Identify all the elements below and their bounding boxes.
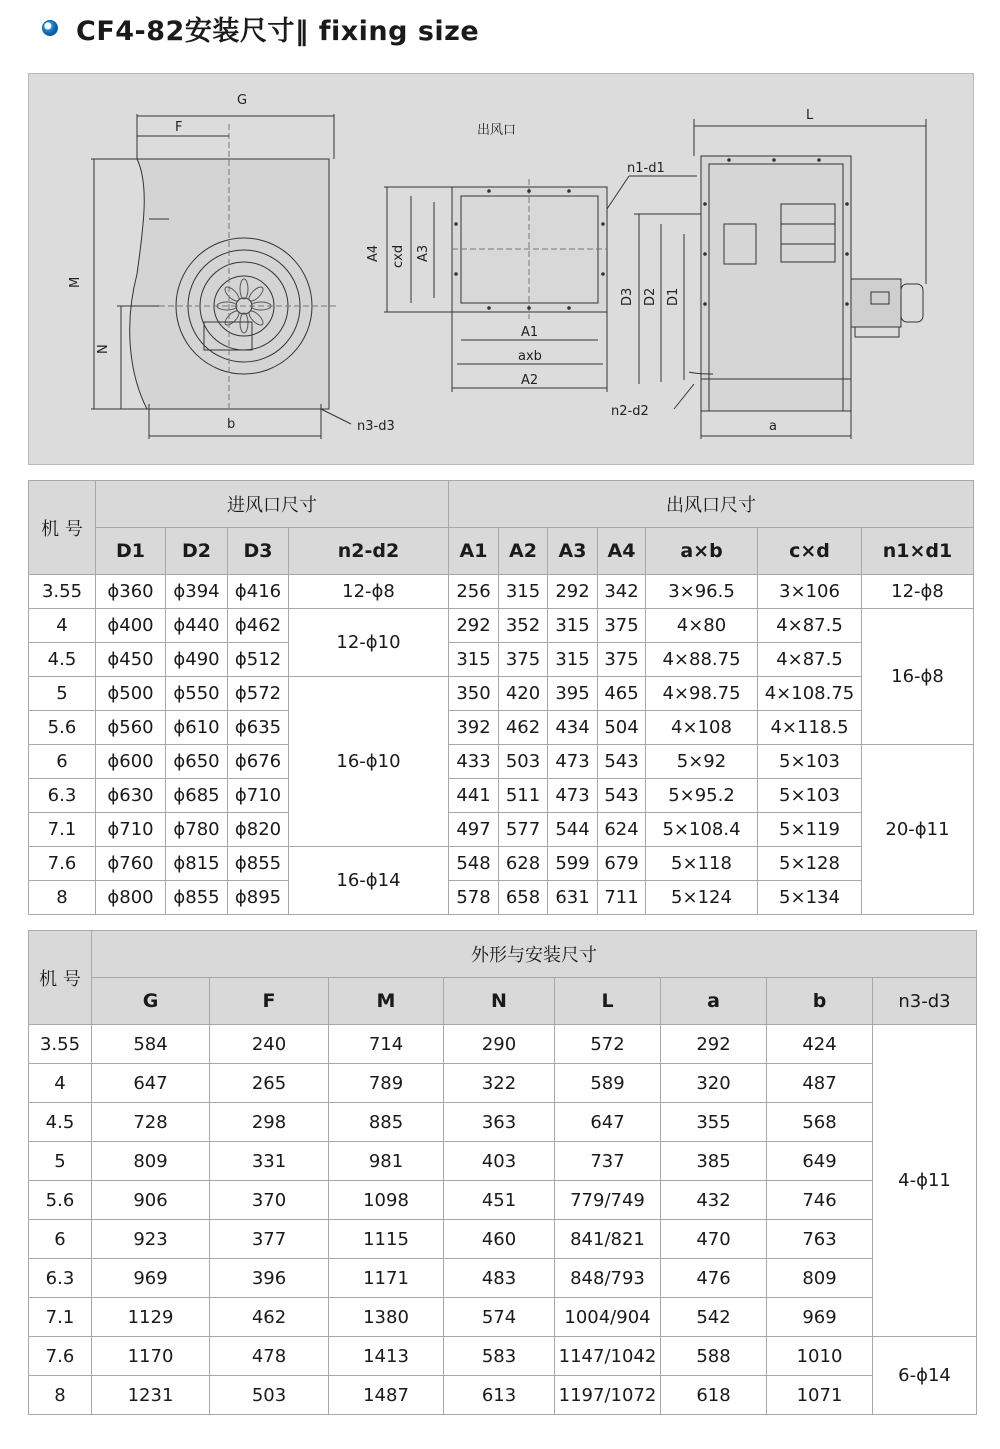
table-cell: 315 — [499, 575, 548, 609]
table-cell: 4×108.75 — [758, 677, 862, 711]
table-cell: ϕ610 — [166, 711, 228, 745]
table-cell: 1071 — [767, 1376, 873, 1415]
table-cell: 487 — [767, 1064, 873, 1103]
inlet-outlet-dimension-table — [28, 480, 974, 915]
page-title — [42, 8, 479, 48]
label-n3-d3: n3-d3 — [357, 419, 395, 434]
table-cell: 503 — [499, 745, 548, 779]
table-row — [29, 711, 974, 745]
table-cell: 578 — [449, 881, 499, 915]
table-cell: ϕ815 — [166, 847, 228, 881]
col-A3: A3 — [548, 528, 598, 575]
table-cell: ϕ462 — [228, 609, 289, 643]
table-cell: 432 — [661, 1181, 767, 1220]
table-cell: 548 — [449, 847, 499, 881]
table-cell: 352 — [499, 609, 548, 643]
label-D3: D3 — [620, 287, 635, 306]
table-cell: 240 — [210, 1025, 329, 1064]
table-cell: 350 — [449, 677, 499, 711]
table-cell: 543 — [598, 745, 646, 779]
table-cell: 451 — [444, 1181, 555, 1220]
table-cell: ϕ650 — [166, 745, 228, 779]
n2-d2-cell: 12-ϕ10 — [289, 609, 449, 677]
table-cell: 679 — [598, 847, 646, 881]
table-cell: 396 — [210, 1259, 329, 1298]
table-cell: 375 — [598, 643, 646, 677]
label-n2-d2: n2-d2 — [611, 404, 649, 419]
table-cell: ϕ572 — [228, 677, 289, 711]
table-cell: 969 — [767, 1298, 873, 1337]
table-cell: 256 — [449, 575, 499, 609]
machine-number-header: 机 号 — [29, 931, 92, 1025]
table-cell: ϕ800 — [96, 881, 166, 915]
table-cell: 4×80 — [646, 609, 758, 643]
table-cell: 1413 — [329, 1337, 444, 1376]
label-D2: D2 — [643, 287, 658, 306]
table-row — [29, 847, 974, 881]
table-cell: 568 — [767, 1103, 873, 1142]
table-cell: 3.55 — [29, 1025, 92, 1064]
table-cell: 385 — [661, 1142, 767, 1181]
table-cell: 809 — [767, 1259, 873, 1298]
machine-number-header: 机 号 — [29, 481, 96, 575]
col-b: b — [767, 978, 873, 1025]
table-cell: 649 — [767, 1142, 873, 1181]
table-cell: 544 — [548, 813, 598, 847]
table-cell: 5×108.4 — [646, 813, 758, 847]
table-cell: 613 — [444, 1376, 555, 1415]
table-cell: 5.6 — [29, 711, 96, 745]
table-cell: 789 — [329, 1064, 444, 1103]
table-cell: 5.6 — [29, 1181, 92, 1220]
page-title-text: CF4-82安装尺寸‖ fixing size — [76, 15, 480, 47]
table-cell: 5×128 — [758, 847, 862, 881]
table-cell: ϕ820 — [228, 813, 289, 847]
table-cell: 5×103 — [758, 779, 862, 813]
table-cell: 375 — [499, 643, 548, 677]
table-cell: 434 — [548, 711, 598, 745]
label-A3: A3 — [416, 244, 431, 262]
table-cell: 331 — [210, 1142, 329, 1181]
table-cell: 292 — [449, 609, 499, 643]
table-cell: 503 — [210, 1376, 329, 1415]
table-cell: 315 — [548, 643, 598, 677]
label-G: G — [237, 93, 248, 108]
table-cell: 5×103 — [758, 745, 862, 779]
table-cell: 7.6 — [29, 1337, 92, 1376]
table-cell: 504 — [598, 711, 646, 745]
table-cell: 711 — [598, 881, 646, 915]
table-cell: 298 — [210, 1103, 329, 1142]
table-cell: 462 — [499, 711, 548, 745]
table-cell: 1197/1072 — [555, 1376, 661, 1415]
table-row — [29, 779, 974, 813]
table-cell: 8 — [29, 1376, 92, 1415]
table-cell: 497 — [449, 813, 499, 847]
table-cell: 6.3 — [29, 779, 96, 813]
col-n2-d2: n2-d2 — [289, 528, 449, 575]
table-cell: 420 — [499, 677, 548, 711]
table-cell: ϕ490 — [166, 643, 228, 677]
table-cell: 355 — [661, 1103, 767, 1142]
n1-d1-cell: 16-ϕ8 — [862, 609, 974, 745]
table-cell: 473 — [548, 745, 598, 779]
table-cell: 424 — [767, 1025, 873, 1064]
table-cell: 483 — [444, 1259, 555, 1298]
col-F: F — [210, 978, 329, 1025]
table-cell: 392 — [449, 711, 499, 745]
label-b: b — [227, 417, 236, 432]
col-a: a — [661, 978, 767, 1025]
table-cell: 375 — [598, 609, 646, 643]
table-cell: 441 — [449, 779, 499, 813]
table-cell: 4×87.5 — [758, 609, 862, 643]
col-D3: D3 — [228, 528, 289, 575]
table-row — [29, 677, 974, 711]
table-row — [29, 813, 974, 847]
table-cell: 737 — [555, 1142, 661, 1181]
table-cell: 403 — [444, 1142, 555, 1181]
table-cell: 848/793 — [555, 1259, 661, 1298]
table-cell: 4×87.5 — [758, 643, 862, 677]
table-cell: 460 — [444, 1220, 555, 1259]
table-row — [29, 745, 974, 779]
table-cell: ϕ855 — [228, 847, 289, 881]
table-cell: ϕ630 — [96, 779, 166, 813]
table-cell: 618 — [661, 1376, 767, 1415]
table-row — [29, 1220, 977, 1259]
table-cell: 3×106 — [758, 575, 862, 609]
table-cell: 809 — [92, 1142, 210, 1181]
label-A4: A4 — [366, 244, 381, 262]
table-cell: 1380 — [329, 1298, 444, 1337]
table-cell: 588 — [661, 1337, 767, 1376]
table-cell: ϕ416 — [228, 575, 289, 609]
table-cell: 5 — [29, 677, 96, 711]
table-cell: ϕ685 — [166, 779, 228, 813]
table-cell: ϕ676 — [228, 745, 289, 779]
table-cell: ϕ855 — [166, 881, 228, 915]
table-cell: 320 — [661, 1064, 767, 1103]
col-A4: A4 — [598, 528, 646, 575]
table-cell: ϕ895 — [228, 881, 289, 915]
col-D1: D1 — [96, 528, 166, 575]
table-cell: 543 — [598, 779, 646, 813]
table-cell: 577 — [499, 813, 548, 847]
table-cell: 1098 — [329, 1181, 444, 1220]
col-A2: A2 — [499, 528, 548, 575]
table-cell: 5×119 — [758, 813, 862, 847]
col-D2: D2 — [166, 528, 228, 575]
table-cell: 290 — [444, 1025, 555, 1064]
table-cell: 3×96.5 — [646, 575, 758, 609]
table-cell: 7.6 — [29, 847, 96, 881]
label-n1-d1: n1-d1 — [627, 161, 665, 176]
table-cell: 4 — [29, 1064, 92, 1103]
table-cell: 370 — [210, 1181, 329, 1220]
table-cell: 1115 — [329, 1220, 444, 1259]
col-N: N — [444, 978, 555, 1025]
table-cell: 315 — [449, 643, 499, 677]
outline-installation-header: 外形与安装尺寸 — [92, 931, 977, 978]
table-row — [29, 1025, 977, 1064]
col-A1: A1 — [449, 528, 499, 575]
table-cell: 628 — [499, 847, 548, 881]
table-cell: ϕ600 — [96, 745, 166, 779]
table-cell: ϕ550 — [166, 677, 228, 711]
table-row — [29, 881, 974, 915]
label-cxd: cxd — [391, 244, 406, 268]
table-cell: 1171 — [329, 1259, 444, 1298]
table-cell: 6.3 — [29, 1259, 92, 1298]
table-cell: 714 — [329, 1025, 444, 1064]
table-row — [29, 643, 974, 677]
table-cell: ϕ394 — [166, 575, 228, 609]
label-N: N — [96, 344, 111, 354]
table-cell: 6 — [29, 1220, 92, 1259]
table-cell: 377 — [210, 1220, 329, 1259]
table-cell: 981 — [329, 1142, 444, 1181]
table-cell: 599 — [548, 847, 598, 881]
table-cell: 763 — [767, 1220, 873, 1259]
table-cell: 470 — [661, 1220, 767, 1259]
n2-d2-cell: 16-ϕ10 — [289, 677, 449, 847]
n1-d1-cell: 12-ϕ8 — [862, 575, 974, 609]
table-cell: 885 — [329, 1103, 444, 1142]
table-cell: ϕ440 — [166, 609, 228, 643]
fan-drawing-svg — [29, 74, 975, 466]
col-n3-d3: n3-d3 — [873, 978, 977, 1025]
table-cell: 292 — [548, 575, 598, 609]
table-cell: 583 — [444, 1337, 555, 1376]
table-cell: 1487 — [329, 1376, 444, 1415]
table-row — [29, 1103, 977, 1142]
table-cell: 5×118 — [646, 847, 758, 881]
table-row — [29, 1142, 977, 1181]
table-cell: 5×95.2 — [646, 779, 758, 813]
label-axb: axb — [518, 349, 542, 364]
table-cell: 265 — [210, 1064, 329, 1103]
table-cell: 511 — [499, 779, 548, 813]
table-cell: 1170 — [92, 1337, 210, 1376]
table-cell: 647 — [555, 1103, 661, 1142]
table-cell: 1147/1042 — [555, 1337, 661, 1376]
table-cell: 4×118.5 — [758, 711, 862, 745]
table-row — [29, 1181, 977, 1220]
table-cell: 631 — [548, 881, 598, 915]
col-axb: a×b — [646, 528, 758, 575]
table-cell: ϕ710 — [228, 779, 289, 813]
table-cell: 4×108 — [646, 711, 758, 745]
table-row — [29, 609, 974, 643]
fan-dimension-drawing — [28, 73, 974, 465]
table-cell: 462 — [210, 1298, 329, 1337]
table-cell: 574 — [444, 1298, 555, 1337]
n2-d2-cell: 12-ϕ8 — [289, 575, 449, 609]
table-row — [29, 575, 974, 609]
table-cell: 1004/904 — [555, 1298, 661, 1337]
table-cell: 473 — [548, 779, 598, 813]
n1-d1-cell: 20-ϕ11 — [862, 745, 974, 915]
table-cell: 4.5 — [29, 643, 96, 677]
outlet-size-header: 出风口尺寸 — [449, 481, 974, 528]
table-cell: 1231 — [92, 1376, 210, 1415]
col-L: L — [555, 978, 661, 1025]
table-row — [29, 1298, 977, 1337]
table-cell: 5 — [29, 1142, 92, 1181]
bullet-icon — [42, 20, 58, 36]
table-cell: 5×134 — [758, 881, 862, 915]
table-row — [29, 1064, 977, 1103]
label-M: M — [68, 276, 83, 288]
table-cell: ϕ450 — [96, 643, 166, 677]
col-cxd: c×d — [758, 528, 862, 575]
table-cell: 728 — [92, 1103, 210, 1142]
table-cell: 342 — [598, 575, 646, 609]
label-a: a — [769, 419, 777, 434]
label-L: L — [806, 108, 814, 123]
table-cell: 572 — [555, 1025, 661, 1064]
table-cell: 292 — [661, 1025, 767, 1064]
table-cell: 465 — [598, 677, 646, 711]
table-cell: 584 — [92, 1025, 210, 1064]
table-cell: 363 — [444, 1103, 555, 1142]
table-cell: 8 — [29, 881, 96, 915]
table-cell: ϕ710 — [96, 813, 166, 847]
label-A2: A2 — [521, 373, 539, 388]
label-A1: A1 — [521, 325, 539, 340]
table-cell: ϕ635 — [228, 711, 289, 745]
outline-installation-table — [28, 930, 977, 1415]
col-n1-d1: n1×d1 — [862, 528, 974, 575]
n3-d3-cell: 4-ϕ11 — [873, 1025, 977, 1337]
table-cell: 5×124 — [646, 881, 758, 915]
table-cell: 647 — [92, 1064, 210, 1103]
table-cell: 589 — [555, 1064, 661, 1103]
table-cell: 322 — [444, 1064, 555, 1103]
table-cell: ϕ560 — [96, 711, 166, 745]
table-cell: 7.1 — [29, 813, 96, 847]
table-cell: 395 — [548, 677, 598, 711]
table-cell: 433 — [449, 745, 499, 779]
table-cell: 906 — [92, 1181, 210, 1220]
n2-d2-cell: 16-ϕ14 — [289, 847, 449, 915]
table-cell: 658 — [499, 881, 548, 915]
table-cell: 476 — [661, 1259, 767, 1298]
table-cell: ϕ760 — [96, 847, 166, 881]
table-row — [29, 1376, 977, 1415]
table-cell: 1010 — [767, 1337, 873, 1376]
table-cell: 969 — [92, 1259, 210, 1298]
table-cell: 6 — [29, 745, 96, 779]
table-cell: 779/749 — [555, 1181, 661, 1220]
label-outlet: 出风口 — [477, 123, 517, 138]
table-cell: 1129 — [92, 1298, 210, 1337]
label-F: F — [175, 120, 183, 135]
table-row — [29, 1259, 977, 1298]
inlet-size-header: 进风口尺寸 — [96, 481, 449, 528]
n3-d3-cell: 6-ϕ14 — [873, 1337, 977, 1415]
table-cell: 4×98.75 — [646, 677, 758, 711]
table-cell: 5×92 — [646, 745, 758, 779]
table-cell: 841/821 — [555, 1220, 661, 1259]
table-cell: 315 — [548, 609, 598, 643]
table-cell: 478 — [210, 1337, 329, 1376]
table-cell: 4 — [29, 609, 96, 643]
table-cell: 746 — [767, 1181, 873, 1220]
table-cell: 923 — [92, 1220, 210, 1259]
label-D1: D1 — [666, 287, 681, 306]
table-cell: ϕ500 — [96, 677, 166, 711]
table-cell: 3.55 — [29, 575, 96, 609]
table-cell: ϕ512 — [228, 643, 289, 677]
table-cell: ϕ780 — [166, 813, 228, 847]
table-cell: 4×88.75 — [646, 643, 758, 677]
table-cell: 542 — [661, 1298, 767, 1337]
table-cell: ϕ400 — [96, 609, 166, 643]
table-cell: 7.1 — [29, 1298, 92, 1337]
table-cell: 624 — [598, 813, 646, 847]
table-row — [29, 1337, 977, 1376]
table-cell: ϕ360 — [96, 575, 166, 609]
table-cell: 4.5 — [29, 1103, 92, 1142]
col-G: G — [92, 978, 210, 1025]
col-M: M — [329, 978, 444, 1025]
